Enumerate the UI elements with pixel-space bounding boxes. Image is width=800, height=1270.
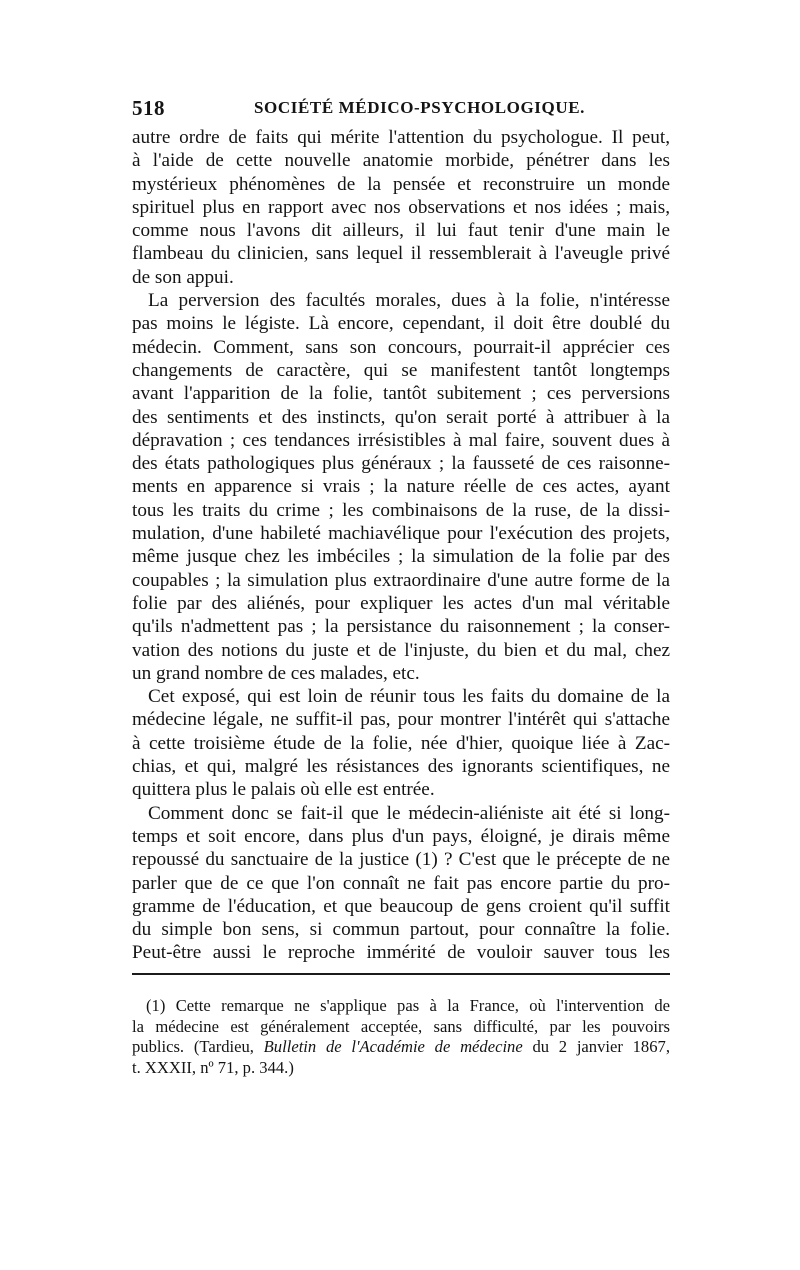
text-line: repoussé du sanctuaire de la justice (1) ? C'est que le précepte de ne [132,849,670,871]
page-number: 518 [132,96,165,120]
text-line: temps et soit encore, dans plus d'un pays, éloigné, je dirais même [132,825,670,847]
main-text [132,126,670,965]
footnote-text: publics. (Tardieu, [132,1037,264,1057]
text-line: changements de caractère, qui se manifestent tantôt longtemps [132,359,670,381]
footnote-text: du 2 janvier 1867, [522,1037,670,1057]
footnote [132,996,670,1078]
text-line: chias, et qui, malgré les résistances des ignorants scientifiques, ne [132,756,670,778]
text-line: avant l'apparition de la folie, tantôt subitement ; ces perversions [132,383,670,405]
text-line: du simple bon sens, si commun partout, pour connaître la folie. [132,919,670,941]
text-line: pas moins le légiste. Là encore, cependant, il doit être doublé du [132,313,670,335]
text-line: tous les traits du crime ; les combinaisons de la ruse, de la dissi- [132,499,670,521]
text-line: un grand nombre de ces malades, etc. [132,662,420,684]
text-line: comme nous l'avons dit ailleurs, il lui faut tenir d'une main le [132,220,670,242]
text-line: gramme de l'éducation, et que beaucoup de gens croient qu'il suffit [132,895,670,917]
paragraph-start-line: La perversion des facultés morales, dues à la folie, n'intéresse [148,290,670,312]
text-line: coupables ; la simulation plus extraordinaire d'une autre forme de la [132,569,670,591]
text-line: même jusque chez les imbéciles ; la simulation de la folie par des [132,546,670,568]
text-line: mystérieux phénomènes de la pensée et reconstruire un monde [132,173,670,195]
text-line: qu'ils n'admettent pas ; la persistance du raisonnement ; la conser- [132,616,670,638]
text-line: quittera plus le palais où elle est entrée. [132,779,435,801]
paragraph-start-line: Cet exposé, qui est loin de réunir tous les faits du domaine de la [148,686,670,708]
text-line: folie par des aliénés, pour expliquer les actes d'un mal véritable [132,592,670,614]
journal-title: Bulletin de l'Académie de médecine [263,1037,523,1057]
footnote-line: t. XXXII, nº 71, p. 344.) [132,1057,294,1077]
footnote-line: la médecine est généralement acceptée, sans difficulté, par les pouvoirs [132,1016,670,1036]
footnote-line: (1) Cette remarque ne s'applique pas à la France, où l'intervention de [146,996,670,1015]
text-line: spirituel plus en rapport avec nos observations et nos idées ; mais, [132,196,670,218]
text-line: Peut-être aussi le reproche immérité de vouloir sauver tous les [132,942,670,964]
text-line: à cette troisième étude de la folie, née d'hier, quoique liée à Zac- [132,732,670,754]
footnote-divider [132,973,670,975]
text-line: des sentiments et des instincts, qu'on serait porté à attribuer à la [132,406,670,428]
text-line: à l'aide de cette nouvelle anatomie morbide, pénétrer dans les [132,150,670,172]
text-line: ments en apparence si vrais ; la nature réelle de ces actes, ayant [132,476,670,498]
text-line: de son appui. [132,266,234,288]
text-line: parler que de ce que l'on connaît ne fait pas encore partie du pro- [132,872,670,894]
text-line: des états pathologiques plus généraux ; la fausseté de ces raisonne- [132,453,670,475]
footnote-line [132,1037,670,1058]
text-line: mulation, d'une habileté machiavélique pour l'exécution des projets, [132,523,670,545]
text-line: vation des notions du juste et de l'injuste, du bien et du mal, chez [132,639,670,661]
paragraph-start-line: Comment donc se fait-il que le médecin-aliéniste ait été si long- [148,802,670,824]
page-header [132,96,672,126]
text-line: dépravation ; ces tendances irrésistibles à mal faire, souvent dues à [132,429,670,451]
text-line: flambeau du clinicien, sans lequel il ressemblerait à l'aveugle privé [132,243,670,265]
text-line: médecine légale, ne suffit-il pas, pour montrer l'intérêt qui s'attache [132,709,670,731]
text-line: autre ordre de faits qui mérite l'attention du psychologue. Il peut, [132,127,670,148]
running-title: SOCIÉTÉ MÉDICO-PSYCHOLOGIQUE. [254,98,586,117]
text-line: médecin. Comment, sans son concours, pourrait-il apprécier ces [132,336,670,358]
